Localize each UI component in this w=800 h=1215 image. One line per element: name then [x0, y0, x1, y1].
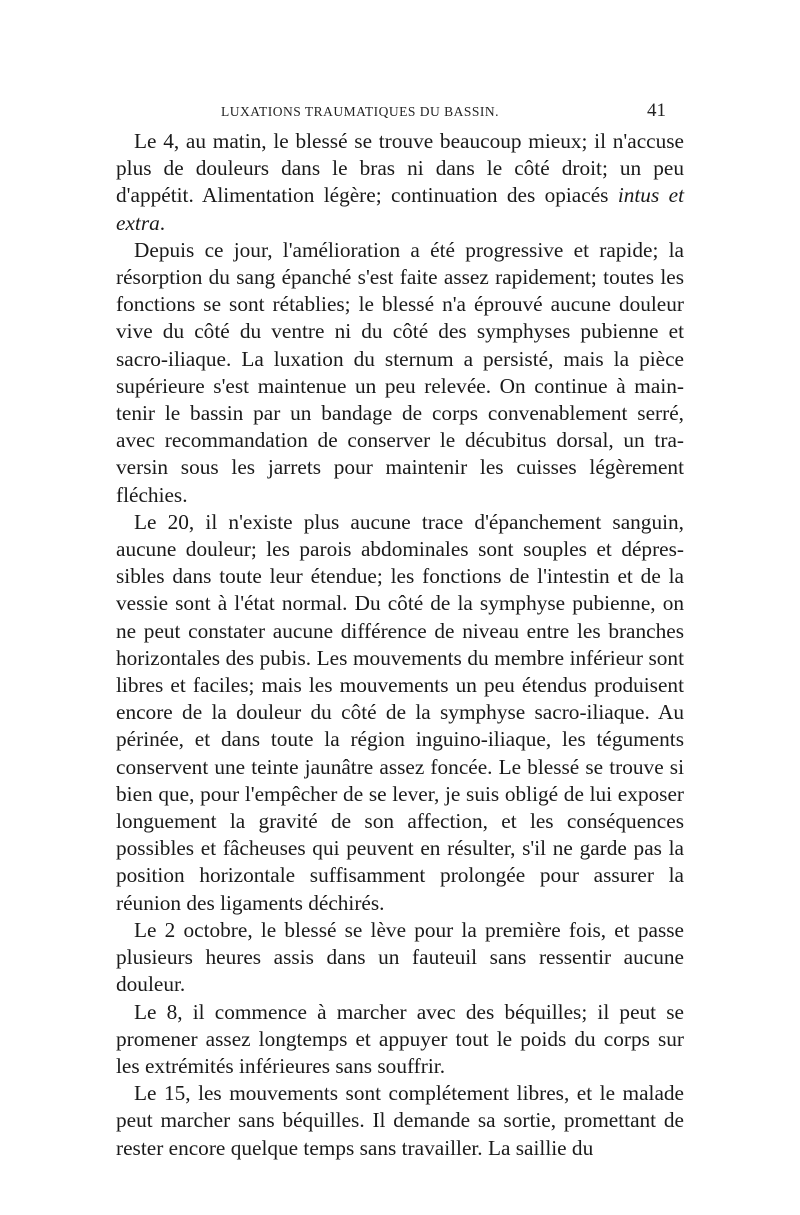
paragraph-improvement: Depuis ce jour, l'amélioration a été progressive et rapide; la résorption du sang épanché s'est faite assez rapidement; toutes les fonctions se sont rétablies; le blessé n'a éprouvé aucune douleur vive du côté du ventre ni du côté des symphyses pubienne et sacro-iliaque. La luxation du sternum a persisté, mais la pièce supérieure s'est maintenue un peu relevée. On continue à maintenir le bassin par un bandage de corps convenablement serré, avec recommandation de conserver le décubitus dorsal, un traversin sous les jarrets pour maintenir les cuisses légèrement fléchies.	[116, 237, 684, 507]
paragraph-day-8: Le 8, il commence à marcher avec des béquilles; il peut se promener assez longtemps et appuyer tout le poids du corps sur les extrémités inférieures sans souffrir.	[116, 999, 684, 1078]
page-number: 41	[647, 100, 666, 121]
paragraph-italic-latin: intus et extra	[116, 183, 684, 235]
paragraph-text: Le 4, au matin, le blessé se trouve beaucoup mieux; il n'accuse plus de douleurs dans le bras ni dans le côté droit; un peu d'appétit. Alimentation légère; continuation des opiacés	[116, 129, 684, 208]
body-text	[116, 128, 684, 1162]
paragraph-october-2: Le 2 octobre, le blessé se lève pour la première fois, et passe plusieurs heures assis dans un fauteuil sans ressentir aucune douleur.	[116, 917, 684, 997]
paragraph-day-20: Le 20, il n'existe plus aucune trace d'épanchement sanguin, aucune douleur; les parois abdominales sont souples et dépressibles dans toute leur étendue; les fonctions de l'intestin et de la vessie sont à l'état normal. Du côté de la symphyse pubienne, on ne peut constater aucune différence de niveau entre les branches horizontales des pubis. Les mouvements du membre inférieur sont libres et faciles; mais les mouvements un peu étendus produisent encore de la douleur du côté de la symphyse sacro-iliaque. Au périnée, et dans toute la région inguino-iliaque, les téguments conservent une teinte jaunâtre assez foncée. Le blessé se trouve si bien que, pour l'empêcher de se lever, je suis obligé de lui exposer longuement la gravité de son affection, et les conséquences possibles et fâcheuses qui peuvent en résulter, s'il ne garde pas la position horizontale suffisamment prolongée pour assurer la réunion des ligaments déchirés.	[116, 509, 684, 915]
paragraph-end-punctuation: .	[159, 210, 166, 235]
paragraph-day-15: Le 15, les mouvements sont complétement libres, et le malade peut marcher sans béquilles. Il demande sa sortie, promettant de rester encore quelque temps sans travailler. La saillie du	[116, 1081, 684, 1160]
running-title: LUXATIONS TRAUMATIQUES DU BASSIN.	[220, 104, 500, 119]
paragraph-day-4	[116, 128, 684, 237]
